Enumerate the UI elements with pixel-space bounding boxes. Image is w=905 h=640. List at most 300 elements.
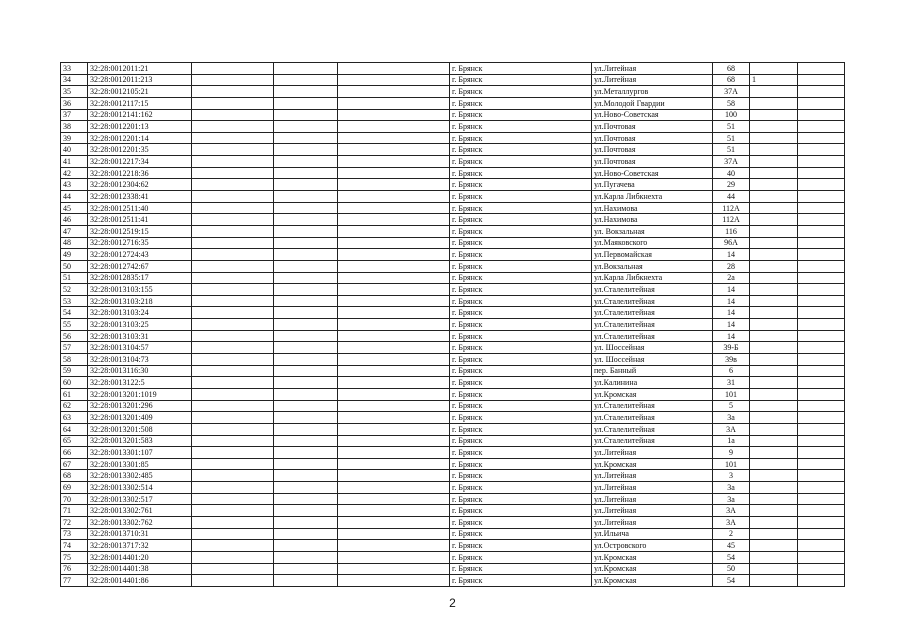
cadastral-number-cell: 32:28:0013104:73 [88, 354, 192, 366]
empty-cell [338, 179, 450, 191]
row-number-cell: 41 [61, 156, 88, 168]
city-cell: г. Брянск [450, 156, 592, 168]
empty-cell [192, 225, 274, 237]
street-cell: ул. Вокзальная [592, 225, 713, 237]
table-row [61, 575, 845, 587]
extra-cell [750, 284, 798, 296]
row-number-cell: 66 [61, 447, 88, 459]
empty-cell [192, 179, 274, 191]
empty-cell [274, 156, 338, 168]
row-number-cell: 59 [61, 365, 88, 377]
city-cell: г. Брянск [450, 575, 592, 587]
table-row [61, 97, 845, 109]
empty-cell [798, 505, 845, 517]
table-row [61, 272, 845, 284]
empty-cell [192, 156, 274, 168]
city-cell: г. Брянск [450, 202, 592, 214]
page-number: 2 [449, 596, 456, 610]
empty-cell [274, 295, 338, 307]
empty-cell [798, 563, 845, 575]
house-number-cell: 54 [713, 551, 750, 563]
empty-cell [274, 516, 338, 528]
extra-cell [750, 388, 798, 400]
cadastral-number-cell: 32:28:0012511:41 [88, 214, 192, 226]
table-row [61, 295, 845, 307]
row-number-cell: 75 [61, 551, 88, 563]
empty-cell [798, 214, 845, 226]
empty-cell [192, 493, 274, 505]
empty-cell [192, 63, 274, 75]
street-cell: ул.Карла Либкнехта [592, 191, 713, 203]
empty-cell [798, 74, 845, 86]
extra-cell [750, 354, 798, 366]
empty-cell [338, 400, 450, 412]
empty-cell [274, 447, 338, 459]
city-cell: г. Брянск [450, 330, 592, 342]
empty-cell [192, 167, 274, 179]
house-number-cell: 14 [713, 295, 750, 307]
empty-cell [338, 260, 450, 272]
house-number-cell: 45 [713, 540, 750, 552]
empty-cell [192, 74, 274, 86]
empty-cell [338, 319, 450, 331]
row-number-cell: 39 [61, 132, 88, 144]
extra-cell [750, 156, 798, 168]
empty-cell [192, 575, 274, 587]
row-number-cell: 43 [61, 179, 88, 191]
empty-cell [338, 516, 450, 528]
extra-cell [750, 295, 798, 307]
row-number-cell: 35 [61, 86, 88, 98]
empty-cell [338, 249, 450, 261]
city-cell: г. Брянск [450, 295, 592, 307]
empty-cell [274, 470, 338, 482]
empty-cell [274, 121, 338, 133]
extra-cell: 1 [750, 74, 798, 86]
empty-cell [798, 319, 845, 331]
table-row [61, 225, 845, 237]
empty-cell [274, 528, 338, 540]
cadastral-number-cell: 32:28:0012519:15 [88, 225, 192, 237]
street-cell: ул.Литейная [592, 516, 713, 528]
house-number-cell: 39-Б [713, 342, 750, 354]
row-number-cell: 46 [61, 214, 88, 226]
house-number-cell: 96А [713, 237, 750, 249]
row-number-cell: 48 [61, 237, 88, 249]
empty-cell [192, 482, 274, 494]
empty-cell [274, 551, 338, 563]
empty-cell [192, 97, 274, 109]
empty-cell [798, 191, 845, 203]
city-cell: г. Брянск [450, 191, 592, 203]
house-number-cell: 29 [713, 179, 750, 191]
city-cell: г. Брянск [450, 132, 592, 144]
extra-cell [750, 412, 798, 424]
street-cell: ул.Кромская [592, 551, 713, 563]
empty-cell [798, 388, 845, 400]
table-row [61, 540, 845, 552]
house-number-cell: 58 [713, 97, 750, 109]
row-number-cell: 61 [61, 388, 88, 400]
empty-cell [338, 505, 450, 517]
empty-cell [338, 447, 450, 459]
row-number-cell: 57 [61, 342, 88, 354]
empty-cell [274, 377, 338, 389]
empty-cell [192, 447, 274, 459]
street-cell: ул.Кромская [592, 458, 713, 470]
cadastral-number-cell: 32:28:0012724:43 [88, 249, 192, 261]
street-cell: ул.Почтовая [592, 132, 713, 144]
empty-cell [338, 458, 450, 470]
empty-cell [798, 144, 845, 156]
table-row [61, 214, 845, 226]
empty-cell [798, 470, 845, 482]
empty-cell [798, 237, 845, 249]
city-cell: г. Брянск [450, 388, 592, 400]
row-number-cell: 74 [61, 540, 88, 552]
empty-cell [274, 493, 338, 505]
city-cell: г. Брянск [450, 97, 592, 109]
empty-cell [274, 63, 338, 75]
empty-cell [192, 551, 274, 563]
empty-cell [338, 354, 450, 366]
empty-cell [338, 202, 450, 214]
empty-cell [274, 272, 338, 284]
empty-cell [338, 423, 450, 435]
house-number-cell: 3А [713, 505, 750, 517]
empty-cell [338, 412, 450, 424]
row-number-cell: 37 [61, 109, 88, 121]
empty-cell [274, 342, 338, 354]
cadastral-number-cell: 32:28:0012217:34 [88, 156, 192, 168]
street-cell: ул.Сталелитейная [592, 412, 713, 424]
table-row [61, 435, 845, 447]
house-number-cell: 3А [713, 423, 750, 435]
street-cell: ул.Карла Либкнехта [592, 272, 713, 284]
empty-cell [274, 179, 338, 191]
city-cell: г. Брянск [450, 237, 592, 249]
empty-cell [274, 365, 338, 377]
empty-cell [798, 516, 845, 528]
table-row [61, 551, 845, 563]
extra-cell [750, 435, 798, 447]
extra-cell [750, 319, 798, 331]
extra-cell [750, 132, 798, 144]
cadastral-number-cell: 32:28:0012511:40 [88, 202, 192, 214]
empty-cell [338, 482, 450, 494]
empty-cell [338, 214, 450, 226]
empty-cell [274, 202, 338, 214]
street-cell: ул.Сталелитейная [592, 295, 713, 307]
empty-cell [274, 249, 338, 261]
empty-cell [192, 307, 274, 319]
street-cell: ул.Металлургов [592, 86, 713, 98]
street-cell: ул.Первомайская [592, 249, 713, 261]
cadastral-number-cell: 32:28:0012218:36 [88, 167, 192, 179]
empty-cell [338, 74, 450, 86]
empty-cell [338, 86, 450, 98]
empty-cell [338, 470, 450, 482]
house-number-cell: 37А [713, 156, 750, 168]
empty-cell [798, 493, 845, 505]
empty-cell [192, 237, 274, 249]
empty-cell [274, 388, 338, 400]
row-number-cell: 71 [61, 505, 88, 517]
empty-cell [274, 400, 338, 412]
city-cell: г. Брянск [450, 447, 592, 459]
empty-cell [798, 458, 845, 470]
empty-cell [338, 97, 450, 109]
empty-cell [192, 202, 274, 214]
table-row [61, 144, 845, 156]
row-number-cell: 67 [61, 458, 88, 470]
city-cell: г. Брянск [450, 470, 592, 482]
empty-cell [274, 563, 338, 575]
house-number-cell: 50 [713, 563, 750, 575]
cadastral-number-cell: 32:28:0012011:21 [88, 63, 192, 75]
empty-cell [798, 225, 845, 237]
city-cell: г. Брянск [450, 284, 592, 296]
table-row [61, 482, 845, 494]
street-cell: ул.Литейная [592, 74, 713, 86]
row-number-cell: 69 [61, 482, 88, 494]
cadastral-number-cell: 32:28:0012141:162 [88, 109, 192, 121]
cadastral-number-cell: 32:28:0012835:17 [88, 272, 192, 284]
extra-cell [750, 563, 798, 575]
cadastral-number-cell: 32:28:0013103:25 [88, 319, 192, 331]
city-cell: г. Брянск [450, 74, 592, 86]
empty-cell [192, 319, 274, 331]
empty-cell [274, 482, 338, 494]
street-cell: ул.Литейная [592, 447, 713, 459]
empty-cell [798, 156, 845, 168]
extra-cell [750, 214, 798, 226]
empty-cell [338, 528, 450, 540]
empty-cell [192, 191, 274, 203]
extra-cell [750, 528, 798, 540]
city-cell: г. Брянск [450, 167, 592, 179]
street-cell: ул.Калинина [592, 377, 713, 389]
row-number-cell: 65 [61, 435, 88, 447]
extra-cell [750, 272, 798, 284]
empty-cell [338, 493, 450, 505]
street-cell: ул.Сталелитейная [592, 307, 713, 319]
house-number-cell: 68 [713, 74, 750, 86]
empty-cell [798, 447, 845, 459]
empty-cell [798, 284, 845, 296]
row-number-cell: 49 [61, 249, 88, 261]
city-cell: г. Брянск [450, 109, 592, 121]
house-number-cell: 54 [713, 575, 750, 587]
house-number-cell: 51 [713, 144, 750, 156]
table-row [61, 179, 845, 191]
street-cell: ул.Ново-Советская [592, 109, 713, 121]
empty-cell [192, 330, 274, 342]
empty-cell [338, 284, 450, 296]
empty-cell [338, 388, 450, 400]
cadastral-number-cell: 32:28:0013301:107 [88, 447, 192, 459]
cadastral-number-cell: 32:28:0013302:761 [88, 505, 192, 517]
empty-cell [192, 563, 274, 575]
extra-cell [750, 260, 798, 272]
empty-cell [192, 528, 274, 540]
cadastral-number-cell: 32:28:0013717:32 [88, 540, 192, 552]
cadastral-number-cell: 32:28:0013122:5 [88, 377, 192, 389]
extra-cell [750, 458, 798, 470]
row-number-cell: 50 [61, 260, 88, 272]
table-row [61, 319, 845, 331]
empty-cell [274, 167, 338, 179]
house-number-cell: 100 [713, 109, 750, 121]
row-number-cell: 45 [61, 202, 88, 214]
empty-cell [798, 400, 845, 412]
city-cell: г. Брянск [450, 342, 592, 354]
empty-cell [798, 167, 845, 179]
street-cell: ул.Сталелитейная [592, 423, 713, 435]
empty-cell [192, 365, 274, 377]
empty-cell [798, 342, 845, 354]
empty-cell [192, 516, 274, 528]
house-number-cell: 1а [713, 435, 750, 447]
house-number-cell: 31 [713, 377, 750, 389]
empty-cell [192, 412, 274, 424]
city-cell: г. Брянск [450, 516, 592, 528]
empty-cell [798, 63, 845, 75]
empty-cell [192, 132, 274, 144]
city-cell: г. Брянск [450, 400, 592, 412]
empty-cell [798, 423, 845, 435]
cadastral-number-cell: 32:28:0013104:57 [88, 342, 192, 354]
empty-cell [192, 144, 274, 156]
city-cell: г. Брянск [450, 435, 592, 447]
empty-cell [338, 191, 450, 203]
empty-cell [798, 295, 845, 307]
cadastral-number-cell: 32:28:0012105:21 [88, 86, 192, 98]
table-row [61, 284, 845, 296]
row-number-cell: 58 [61, 354, 88, 366]
street-cell: ул.Нахимова [592, 214, 713, 226]
cadastral-number-cell: 32:28:0013103:155 [88, 284, 192, 296]
cadastral-number-cell: 32:28:0013710:31 [88, 528, 192, 540]
empty-cell [798, 109, 845, 121]
house-number-cell: 2 [713, 528, 750, 540]
empty-cell [338, 63, 450, 75]
house-number-cell: 14 [713, 330, 750, 342]
empty-cell [798, 482, 845, 494]
street-cell: ул.Сталелитейная [592, 435, 713, 447]
cadastral-number-cell: 32:28:0013302:485 [88, 470, 192, 482]
house-number-cell: 68 [713, 63, 750, 75]
table-row [61, 237, 845, 249]
city-cell: г. Брянск [450, 86, 592, 98]
cadastral-number-cell: 32:28:0012011:213 [88, 74, 192, 86]
house-number-cell: 14 [713, 284, 750, 296]
empty-cell [338, 272, 450, 284]
cadastral-number-cell: 32:28:0012201:13 [88, 121, 192, 133]
empty-cell [192, 295, 274, 307]
empty-cell [798, 330, 845, 342]
street-cell: ул.Почтовая [592, 121, 713, 133]
empty-cell [192, 423, 274, 435]
empty-cell [274, 97, 338, 109]
house-number-cell: 3а [713, 482, 750, 494]
table-row [61, 202, 845, 214]
cadastral-number-cell: 32:28:0014401:86 [88, 575, 192, 587]
house-number-cell: 3а [713, 412, 750, 424]
empty-cell [798, 86, 845, 98]
table-row [61, 109, 845, 121]
street-cell: ул.Кромская [592, 388, 713, 400]
empty-cell [798, 132, 845, 144]
empty-cell [192, 342, 274, 354]
row-number-cell: 63 [61, 412, 88, 424]
empty-cell [798, 377, 845, 389]
empty-cell [338, 307, 450, 319]
extra-cell [750, 447, 798, 459]
cadastral-number-cell: 32:28:0012304:62 [88, 179, 192, 191]
cadastral-number-cell: 32:28:0012338:41 [88, 191, 192, 203]
house-number-cell: 101 [713, 458, 750, 470]
extra-cell [750, 470, 798, 482]
city-cell: г. Брянск [450, 412, 592, 424]
city-cell: г. Брянск [450, 214, 592, 226]
empty-cell [192, 260, 274, 272]
table-row [61, 470, 845, 482]
empty-cell [274, 505, 338, 517]
row-number-cell: 60 [61, 377, 88, 389]
empty-cell [338, 109, 450, 121]
city-cell: г. Брянск [450, 144, 592, 156]
cadastral-number-cell: 32:28:0013116:30 [88, 365, 192, 377]
street-cell: ул.Ильича [592, 528, 713, 540]
empty-cell [798, 249, 845, 261]
empty-cell [274, 109, 338, 121]
extra-cell [750, 365, 798, 377]
street-cell: ул.Литейная [592, 470, 713, 482]
extra-cell [750, 167, 798, 179]
extra-cell [750, 330, 798, 342]
table-row [61, 400, 845, 412]
extra-cell [750, 63, 798, 75]
cadastral-number-cell: 32:28:0013201:508 [88, 423, 192, 435]
table-row [61, 388, 845, 400]
cadastral-number-cell: 32:28:0013103:31 [88, 330, 192, 342]
empty-cell [338, 365, 450, 377]
empty-cell [798, 179, 845, 191]
extra-cell [750, 400, 798, 412]
row-number-cell: 56 [61, 330, 88, 342]
city-cell: г. Брянск [450, 540, 592, 552]
street-cell: ул.Сталелитейная [592, 400, 713, 412]
cadastral-number-cell: 32:28:0013201:583 [88, 435, 192, 447]
extra-cell [750, 202, 798, 214]
extra-cell [750, 377, 798, 389]
table-row [61, 412, 845, 424]
house-number-cell: 5 [713, 400, 750, 412]
street-cell: ул.Сталелитейная [592, 319, 713, 331]
house-number-cell: 116 [713, 225, 750, 237]
city-cell: г. Брянск [450, 505, 592, 517]
extra-cell [750, 225, 798, 237]
row-number-cell: 62 [61, 400, 88, 412]
city-cell: г. Брянск [450, 319, 592, 331]
empty-cell [798, 540, 845, 552]
city-cell: г. Брянск [450, 121, 592, 133]
empty-cell [338, 377, 450, 389]
row-number-cell: 70 [61, 493, 88, 505]
empty-cell [192, 109, 274, 121]
empty-cell [192, 388, 274, 400]
